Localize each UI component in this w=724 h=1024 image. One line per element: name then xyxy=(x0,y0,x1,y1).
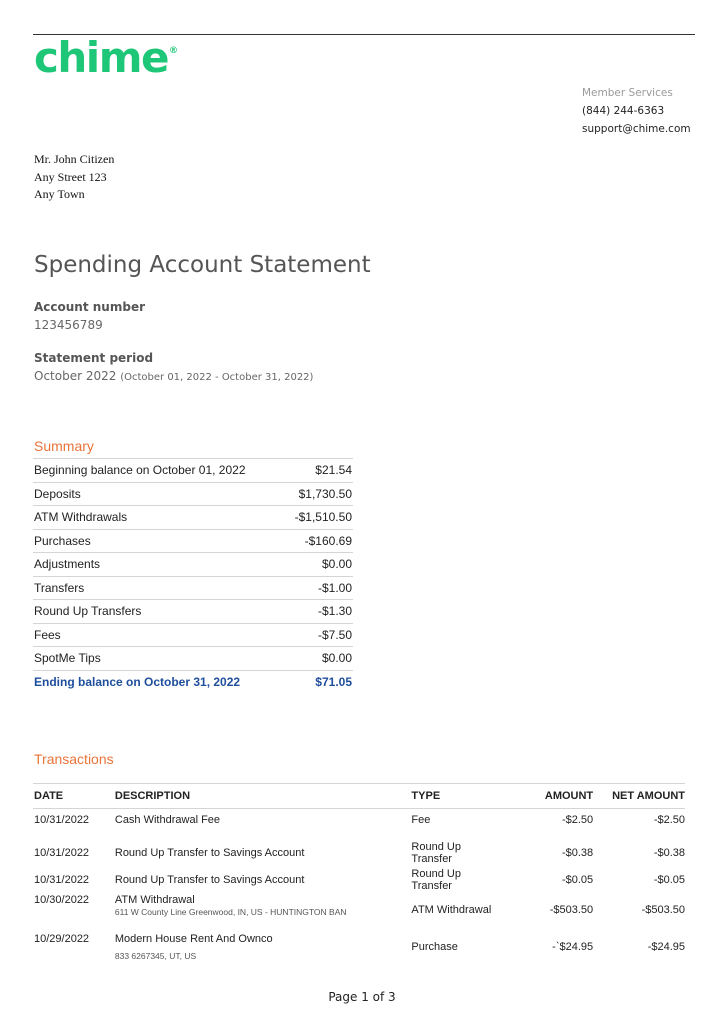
transaction-row xyxy=(33,809,685,840)
summary-row xyxy=(33,553,353,577)
summary-value: $1,730.50 xyxy=(298,486,352,501)
chime-logo: chime® xyxy=(34,33,178,82)
transaction-date: 10/31/2022 xyxy=(34,814,90,826)
summary-row xyxy=(33,647,353,671)
transaction-net-amount: -$24.95 xyxy=(647,941,686,953)
transaction-description: Round Up Transfer to Savings Account xyxy=(114,847,305,859)
transaction-description: Cash Withdrawal Fee xyxy=(114,814,221,826)
transaction-amount: -$0.05 xyxy=(561,874,594,886)
transaction-detail: 611 W County Line Greenwood, IN, US - HUNTINGTON BAN xyxy=(114,907,347,917)
page-number: Page 1 of 3 xyxy=(328,990,396,1004)
transactions-table xyxy=(33,783,685,967)
summary-label: Deposits xyxy=(34,486,81,501)
transaction-amount: -`$24.95 xyxy=(552,941,594,953)
ending-balance-value: $71.05 xyxy=(315,674,352,689)
transaction-description-cell xyxy=(115,814,412,840)
transaction-amount: -$2.50 xyxy=(561,814,594,826)
transaction-description: Modern House Rent And Ownco xyxy=(114,933,273,945)
summary-value: $0.00 xyxy=(321,651,352,665)
summary-label: Beginning balance on October 01, 2022 xyxy=(34,463,246,477)
ending-balance-label: Ending balance on October 31, 2022 xyxy=(34,674,241,689)
transaction-type-cell xyxy=(411,814,507,840)
summary-label: Purchases xyxy=(34,533,91,548)
statement-period-label: Statement period xyxy=(34,351,154,365)
transaction-description-cell xyxy=(115,841,412,867)
summary-value: -$1.00 xyxy=(317,580,352,595)
transactions-heading: Transactions xyxy=(34,751,114,767)
column-header-net-amount: NET AMOUNT xyxy=(612,790,686,802)
transaction-detail: 833 6267345, UT, US xyxy=(114,951,197,961)
transaction-type-cell xyxy=(411,933,507,967)
summary-row xyxy=(33,600,353,624)
summary-value: -$160.69 xyxy=(304,533,352,548)
column-header-type: TYPE xyxy=(411,790,441,802)
member-services-label: Member Services xyxy=(582,87,673,99)
summary-label: Round Up Transfers xyxy=(34,604,142,618)
transaction-date: 10/30/2022 xyxy=(34,894,90,906)
transaction-type: Purchase xyxy=(411,941,458,953)
transaction-type: Round Up xyxy=(411,868,461,880)
transaction-date: 10/29/2022 xyxy=(34,933,90,945)
transaction-date: 10/31/2022 xyxy=(34,847,90,859)
transaction-description: Round Up Transfer to Savings Account xyxy=(114,874,305,886)
summary-row xyxy=(33,506,353,530)
mailing-address xyxy=(34,151,114,204)
summary-value: $0.00 xyxy=(321,557,352,571)
transaction-type: Transfer xyxy=(411,853,452,865)
transaction-net-amount: -$0.05 xyxy=(653,874,686,886)
column-header-description: DESCRIPTION xyxy=(114,790,191,802)
transaction-type-cell xyxy=(411,868,507,894)
summary-row xyxy=(33,624,353,648)
statement-period-value: October 2022 (October 01, 2022 - October 31, 2022) xyxy=(34,369,314,383)
summary-label: Fees xyxy=(34,627,61,642)
address-line: Any Street 123 xyxy=(34,169,107,184)
column-header-date: DATE xyxy=(34,790,64,802)
column-header-amount: AMOUNT xyxy=(544,790,594,802)
transaction-row xyxy=(33,867,685,894)
transaction-row xyxy=(33,840,685,867)
transaction-row xyxy=(33,930,685,967)
transaction-net-amount: -$0.38 xyxy=(653,847,686,859)
summary-label: Adjustments xyxy=(34,557,101,571)
summary-label: SpotMe Tips xyxy=(34,651,101,665)
summary-label: ATM Withdrawals xyxy=(34,510,128,524)
address-line: Any Town xyxy=(34,187,85,201)
transaction-description: ATM Withdrawal xyxy=(114,894,195,906)
summary-heading: Summary xyxy=(34,438,94,454)
summary-value: -$1,510.50 xyxy=(294,510,352,524)
transaction-description-cell xyxy=(115,933,412,967)
transaction-net-amount: -$503.50 xyxy=(641,904,686,916)
member-services-block xyxy=(582,84,692,138)
ending-balance-row xyxy=(33,671,353,694)
transactions-body xyxy=(33,809,685,967)
transaction-type-cell xyxy=(411,841,507,867)
summary-table xyxy=(33,458,353,693)
transaction-type: ATM Withdrawal xyxy=(411,904,492,916)
member-services-email: support@chime.com xyxy=(582,123,691,135)
transaction-description-cell xyxy=(115,868,412,894)
transaction-description-cell xyxy=(115,894,412,930)
transaction-net-amount: -$2.50 xyxy=(653,814,686,826)
member-services-phone: (844) 244-6363 xyxy=(582,105,665,117)
transactions-header-row xyxy=(33,783,685,809)
summary-label: Transfers xyxy=(34,580,85,595)
summary-value: -$1.30 xyxy=(317,604,352,618)
transaction-amount: -$0.38 xyxy=(561,847,594,859)
summary-row xyxy=(33,458,353,483)
account-number-label: Account number xyxy=(34,300,145,314)
transaction-type-cell xyxy=(411,894,507,930)
transaction-type: Round Up xyxy=(411,841,461,853)
transaction-amount: -$503.50 xyxy=(549,904,594,916)
summary-value: $21.54 xyxy=(315,463,352,477)
summary-row xyxy=(33,530,353,554)
summary-value: -$7.50 xyxy=(317,627,352,642)
summary-row xyxy=(33,577,353,601)
summary-row xyxy=(33,483,353,507)
account-number-value: 123456789 xyxy=(34,318,103,332)
address-line: Mr. John Citizen xyxy=(34,152,115,166)
transaction-type: Transfer xyxy=(411,880,452,892)
transaction-row xyxy=(33,894,685,930)
statement-title: Spending Account Statement xyxy=(34,252,371,278)
transaction-type: Fee xyxy=(411,814,431,826)
transaction-date: 10/31/2022 xyxy=(34,874,90,886)
